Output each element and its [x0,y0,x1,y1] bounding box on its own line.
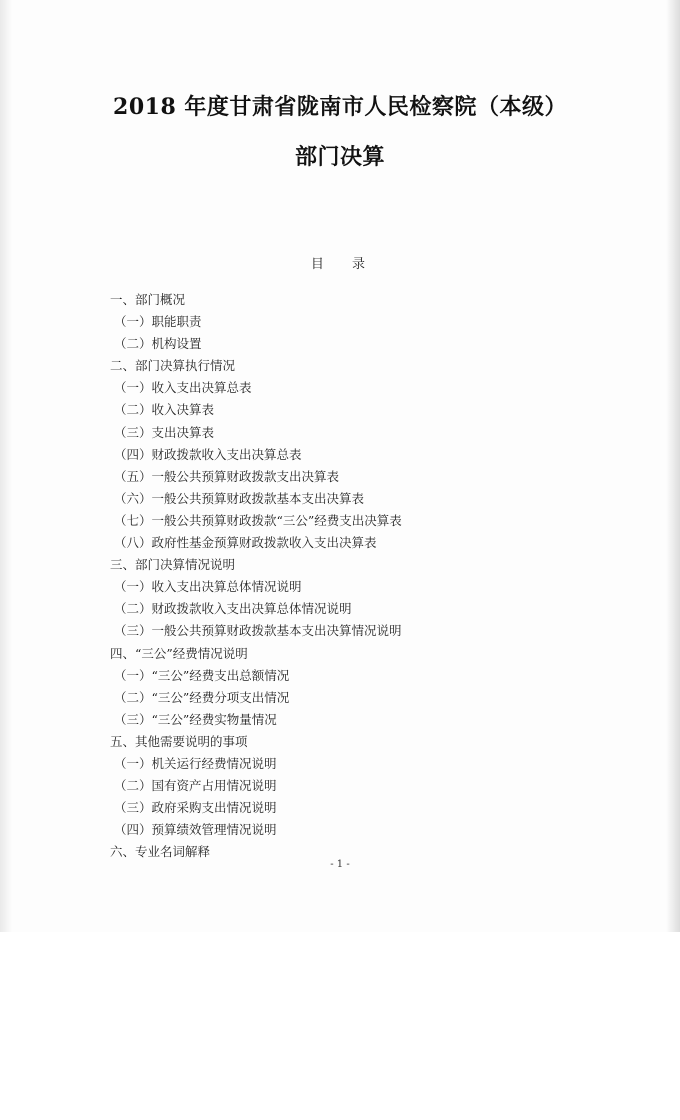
toc-section-item: 二、部门决算执行情况 [110,358,236,374]
toc-subsection-item: （五）一般公共预算财政拨款支出决算表 [114,468,340,484]
blank-area [0,932,680,1120]
toc-subsection-item: （七）一般公共预算财政拨款“三公”经费支出决算表 [114,512,402,528]
toc-subsection-item: （一）收入支出决算总体情况说明 [114,579,302,595]
toc-subsection-item: （一）收入支出决算总表 [114,380,252,396]
page-number: - 1 - [330,859,350,870]
toc-subsection-item: （一）机关运行经费情况说明 [114,755,277,771]
toc-section-item: 六、专业名词解释 [110,844,211,860]
toc-section-item: 一、部门概况 [110,292,186,307]
toc-subsection-item: （四）预算绩效管理情况说明 [114,822,277,838]
toc-section-item: 五、其他需要说明的事项 [110,733,248,749]
toc-subsection-item: （三）“三公”经费实物量情况 [114,711,277,727]
toc-subsection-item: （八）政府性基金预算财政拨款收入支出决算表 [114,535,377,551]
toc-subsection-item: （三）一般公共预算财政拨款基本支出决算情况说明 [114,623,402,639]
table-of-contents [110,289,402,863]
toc-subsection-item: （三）政府采购支出情况说明 [114,800,277,816]
toc-subsection-item: （二）收入决算表 [114,402,215,418]
toc-subsection-item: （六）一般公共预算财政拨款基本支出决算表 [114,490,365,506]
toc-subsection-item: （二）国有资产占用情况说明 [114,778,277,794]
toc-subsection-item: （一）“三公”经费支出总额情况 [114,667,290,683]
toc-subsection-item: （三）支出决算表 [114,424,215,440]
toc-subsection-item: （一）职能职责 [114,314,202,330]
toc-subsection-item: （四）财政拨款收入支出决算总表 [114,446,302,462]
toc-subsection-item: （二）“三公”经费分项支出情况 [114,689,290,705]
toc-subsection-item: （二）机构设置 [114,336,202,352]
toc-subsection-item: （二）财政拨款收入支出决算总体情况说明 [114,601,352,617]
document-subtitle: 部门决算 [294,144,385,170]
document-title: 2018 年度甘肃省陇南市人民检察院（本级） [113,94,567,120]
toc-section-item: 三、部门决算情况说明 [110,557,236,573]
toc-section-item: 四、“三公”经费情况说明 [110,645,248,661]
toc-heading: 目 录 [310,257,378,272]
